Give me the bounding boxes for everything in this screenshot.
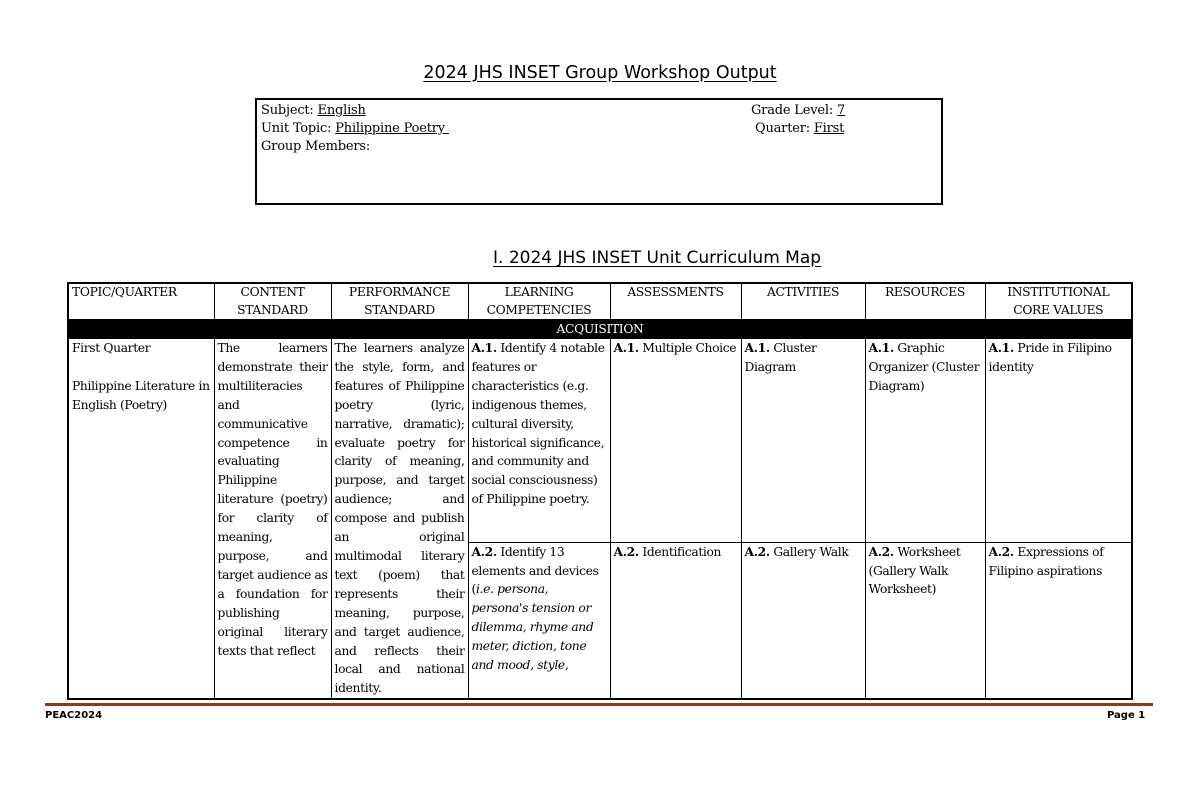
competency-cell xyxy=(468,542,610,699)
assessment-text: Multiple Choice xyxy=(638,341,737,355)
activity-text: Cluster Diagram xyxy=(744,341,817,374)
activity-cell xyxy=(741,542,865,699)
info-box xyxy=(255,98,943,205)
activity-cell xyxy=(741,339,865,543)
activity-text: Gallery Walk xyxy=(769,544,849,559)
group-members-label: Group Members: xyxy=(261,139,371,154)
assessment-cell xyxy=(610,542,741,699)
header-row xyxy=(68,283,1132,320)
assessment-cell xyxy=(610,339,741,543)
topic-quarter-cell xyxy=(68,339,214,700)
header-resources: RESOURCES xyxy=(865,283,985,320)
acquisition-band: ACQUISITION xyxy=(68,320,1132,339)
competency-text: Identify 4 notable features or characteristics (e.g. indigenous themes, cultural diversity, historical significance, and community and social consciousness) of Philippine poetry. xyxy=(471,341,605,507)
competency-italic-text: i.e. persona, persona's tension or dilemma, rhyme and meter, diction, tone and mood, style, xyxy=(471,582,594,673)
table-row xyxy=(68,339,1132,543)
grade-value: 7 xyxy=(836,103,846,118)
header-assessments: ASSESSMENTS xyxy=(610,283,741,320)
footer-divider xyxy=(45,703,1153,706)
grade-label: Grade Level: xyxy=(751,103,837,118)
curriculum-map-table xyxy=(67,282,1133,700)
core-value-cell xyxy=(985,339,1132,543)
grade-line xyxy=(751,102,845,119)
subject-label: Subject: xyxy=(261,103,318,118)
quarter-line xyxy=(755,120,844,137)
header-institutional-core-values: INSTITUTIONAL CORE VALUES xyxy=(985,283,1132,320)
content-standard-cell: The learners demonstrate their multiliteracies and communicative competence in evaluating Philippine literature (poetry) for clarity of meaning, purpose, and target audience as a foundation for publishing original literary texts that reflect xyxy=(214,339,331,700)
assessment-code: A.1. xyxy=(613,340,639,355)
competency-code: A.1. xyxy=(471,340,497,355)
resource-text: Graphic Organizer (Cluster Diagram) xyxy=(868,341,980,393)
activity-code: A.1. xyxy=(744,340,770,355)
header-learning-competencies: LEARNING COMPETENCIES xyxy=(468,283,610,320)
performance-standard-cell: The learners analyze the style, form, and features of Philippine poetry (lyric, narrative, dramatic); evaluate poetry for clarity of meaning, purpose, and target audience; and compose and publish an original multimodal literary text (poem) that represents their meaning, purpose, and target audience, and reflects their local and national identity. xyxy=(331,339,468,700)
resource-cell xyxy=(865,339,985,543)
topic-text: Philippine Literature in English (Poetry) xyxy=(72,378,210,412)
competency-text: Identify 13 elements and devices ( xyxy=(471,544,599,597)
section-title: I. 2024 JHS INSET Unit Curriculum Map xyxy=(493,248,822,268)
header-activities: ACTIVITIES xyxy=(741,283,865,320)
competency-code: A.2. xyxy=(471,543,497,559)
competency-cell xyxy=(468,339,610,543)
header-topic-quarter: TOPIC/QUARTER xyxy=(68,283,214,320)
resource-code: A.1. xyxy=(868,340,894,355)
core-value-text: Expressions of Filipino aspirations xyxy=(988,544,1104,578)
resource-cell xyxy=(865,542,985,699)
unit-topic-label: Unit Topic: xyxy=(261,121,336,136)
resource-text: Worksheet (Gallery Walk Worksheet) xyxy=(868,544,961,597)
core-value-cell xyxy=(985,542,1132,699)
assessment-text: Identification xyxy=(638,544,722,559)
page-number: Page 1 xyxy=(1107,710,1146,721)
header-performance-standard: PERFORMANCE STANDARD xyxy=(331,283,468,320)
unit-topic-value: Philippine Poetry xyxy=(335,121,449,136)
activity-code: A.2. xyxy=(744,543,770,559)
document-title: 2024 JHS INSET Group Workshop Output xyxy=(423,63,777,83)
unit-topic-line xyxy=(261,120,449,137)
footer-left-text: PEAC2024 xyxy=(45,710,103,721)
quarter-value: First xyxy=(813,121,845,136)
subject-line xyxy=(261,102,366,119)
header-content-standard: CONTENT STANDARD xyxy=(214,283,331,320)
quarter-text: First Quarter xyxy=(72,341,151,355)
quarter-label: Quarter: xyxy=(755,121,814,136)
subject-value: English xyxy=(317,103,366,118)
assessment-code: A.2. xyxy=(613,543,639,559)
resource-code: A.2. xyxy=(868,543,894,559)
acquisition-band-row xyxy=(68,320,1132,339)
core-value-code: A.2. xyxy=(988,543,1014,559)
core-value-code: A.1. xyxy=(988,340,1014,355)
core-value-text: Pride in Filipino identity xyxy=(988,341,1112,374)
